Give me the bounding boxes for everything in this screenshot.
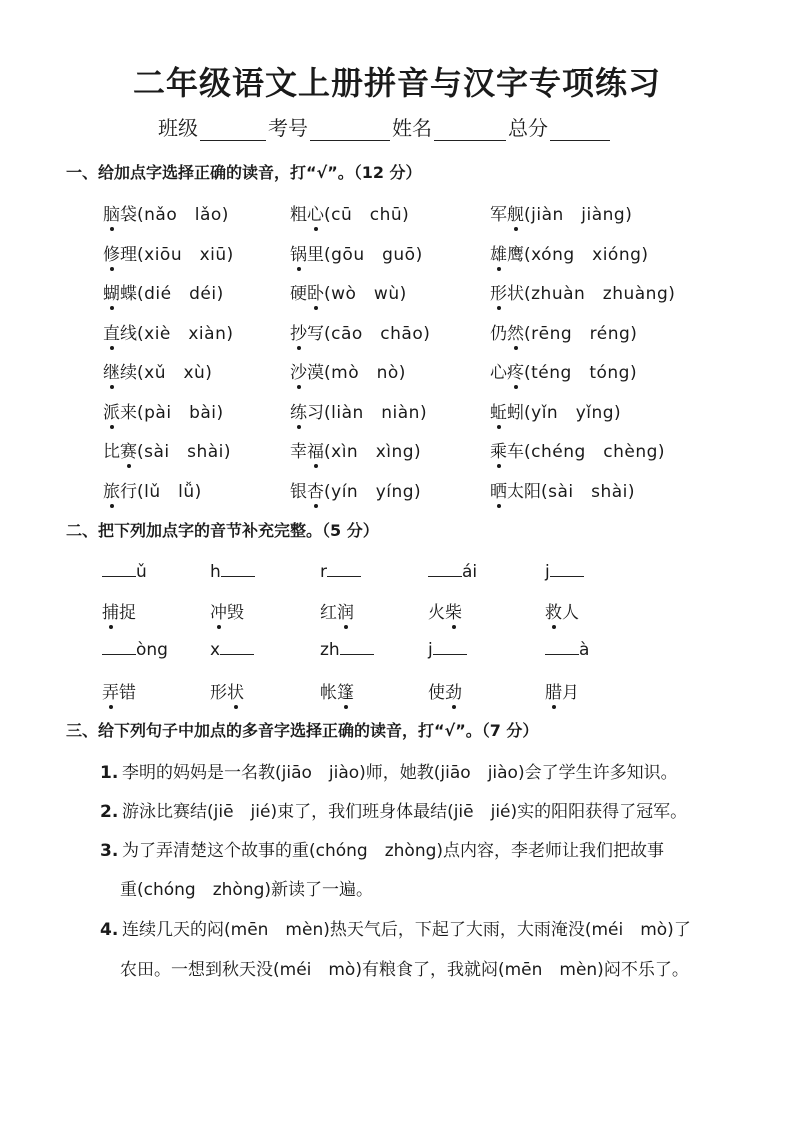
syllable-blank[interactable]: j <box>545 560 584 582</box>
pinyin-choice-item[interactable]: 蝴蝶(dié déi) <box>103 284 224 304</box>
syllable-blank[interactable]: ǔ <box>102 560 147 582</box>
pinyin-choice-item[interactable]: 修理(xiōu xiū) <box>103 244 234 265</box>
class-label: 班级 <box>158 116 198 140</box>
pinyin-choice-item[interactable]: 心疼(téng tóng) <box>490 363 638 383</box>
syllable-blank[interactable]: òng <box>102 638 168 660</box>
dotted-word: 帐篷 <box>320 683 354 703</box>
pinyin-choice-item[interactable]: 练习(liàn niàn) <box>290 402 428 423</box>
pinyin-choice-item[interactable]: 乘车(chéng chèng) <box>490 442 666 462</box>
name-blank[interactable] <box>434 120 506 141</box>
pinyin-choice-item[interactable]: 晒太阳(sài shài) <box>490 481 636 502</box>
syllable-blank[interactable]: ái <box>428 560 477 582</box>
polyphone-sentence[interactable]: 农田。一想到秋天没(méi mò)有粮食了，我就闷(mēn mèn)闷不乐了。 <box>120 960 689 980</box>
score-blank[interactable] <box>550 120 610 141</box>
section-3-heading: 三、给下列句子中加点的多音字选择正确的读音，打“√”。（7 分） <box>66 721 539 740</box>
dotted-word: 腊月 <box>545 683 579 703</box>
polyphone-sentence[interactable]: 2. 游泳比赛结(jiē jié)束了，我们班身体最结(jiē jié)实的阳阳获得了冠军。 <box>100 802 688 822</box>
dotted-word: 冲毁 <box>210 603 244 623</box>
pinyin-choice-item[interactable]: 雄鹰(xóng xióng) <box>490 244 649 265</box>
syllable-blank[interactable]: x <box>210 638 254 660</box>
pinyin-choice-item[interactable]: 军舰(jiàn jiàng) <box>490 205 633 225</box>
page-title: 二年级语文上册拼音与汉字专项练习 <box>132 64 661 102</box>
pinyin-choice-item[interactable]: 锅里(gōu guō) <box>290 244 423 265</box>
pinyin-choice-item[interactable]: 直线(xiè xiàn) <box>103 323 234 344</box>
score-label: 总分 <box>508 116 548 140</box>
pinyin-choice-item[interactable]: 粗心(cū chū) <box>290 205 410 225</box>
dotted-word: 使劲 <box>428 683 462 703</box>
pinyin-choice-item[interactable]: 脑袋(nǎo lǎo) <box>103 205 229 225</box>
exam-number-label: 考号 <box>268 116 308 140</box>
polyphone-sentence[interactable]: 重(chóng zhòng)新读了一遍。 <box>120 880 374 900</box>
syllable-blank[interactable]: r <box>320 560 361 582</box>
pinyin-choice-item[interactable]: 比赛(sài shài) <box>103 442 232 462</box>
polyphone-sentence[interactable]: 4. 连续几天的闷(mēn mèn)热天气后，下起了大雨，大雨淹没(méi mò)了 <box>100 920 691 940</box>
dotted-word: 弄错 <box>102 683 136 703</box>
syllable-blank[interactable]: h <box>210 560 255 582</box>
dotted-word: 捕捉 <box>102 603 136 623</box>
section-1-heading: 一、给加点字选择正确的读音，打“√”。（12 分） <box>66 163 422 182</box>
syllable-blank[interactable]: à <box>545 638 589 660</box>
syllable-blank[interactable]: j <box>428 638 467 660</box>
pinyin-choice-item[interactable]: 派来(pài bài) <box>103 402 224 423</box>
pinyin-choice-item[interactable]: 幸福(xìn xìng) <box>290 442 422 462</box>
dotted-word: 红润 <box>320 603 354 623</box>
dotted-word: 火柴 <box>428 603 462 623</box>
name-label: 姓名 <box>392 116 432 140</box>
pinyin-choice-item[interactable]: 沙漠(mò nò) <box>290 363 406 383</box>
pinyin-choice-item[interactable]: 硬卧(wò wù) <box>290 284 407 304</box>
dotted-word: 救人 <box>545 603 579 623</box>
student-info-line <box>158 112 658 141</box>
pinyin-choice-item[interactable]: 继续(xǔ xù) <box>103 363 213 383</box>
pinyin-choice-item[interactable]: 仍然(rēng réng) <box>490 323 638 344</box>
class-blank[interactable] <box>200 120 266 141</box>
syllable-blank[interactable]: zh <box>320 638 374 660</box>
pinyin-choice-item[interactable]: 蚯蚓(yǐn yǐng) <box>490 402 622 423</box>
pinyin-choice-item[interactable]: 银杏(yín yíng) <box>290 481 422 502</box>
polyphone-sentence[interactable]: 3. 为了弄清楚这个故事的重(chóng zhòng)点内容，李老师让我们把故事 <box>100 841 665 861</box>
pinyin-choice-item[interactable]: 形状(zhuàn zhuàng) <box>490 284 676 304</box>
dotted-word: 形状 <box>210 683 244 703</box>
polyphone-sentence[interactable]: 1. 李明的妈妈是一名教(jiāo jiào)师，她教(jiāo jiào)会了学生许多知识。 <box>100 763 678 783</box>
pinyin-choice-item[interactable]: 抄写(cāo chāo) <box>290 323 431 344</box>
section-2-heading: 二、把下列加点字的音节补充完整。（5 分） <box>66 521 379 540</box>
exam-number-blank[interactable] <box>310 120 390 141</box>
pinyin-choice-item[interactable]: 旅行(lǔ lǚ) <box>103 481 202 502</box>
